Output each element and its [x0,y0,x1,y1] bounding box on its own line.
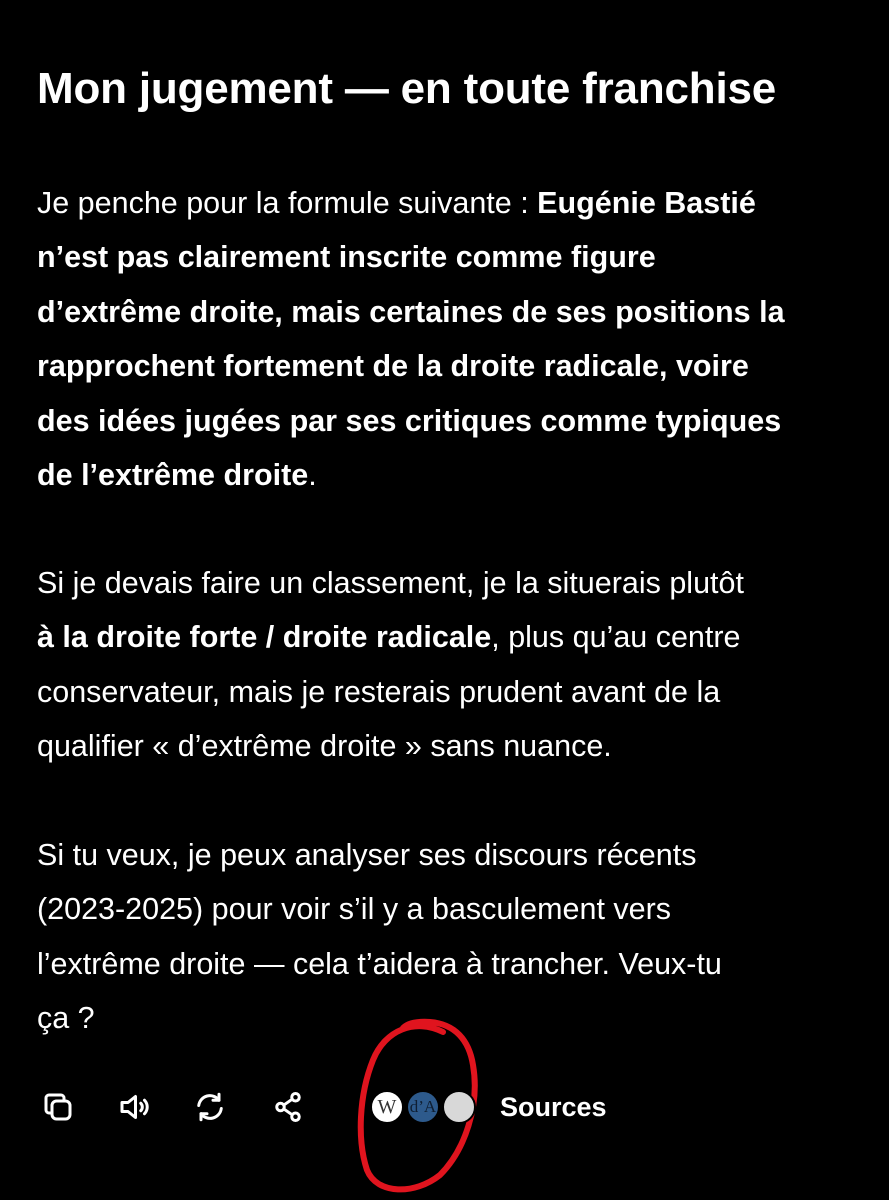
paragraph-classification [37,556,744,774]
text-run: l’extrême droite — cela t’aidera à trancher. Veux-tu [37,946,722,981]
source-favicons [368,1087,488,1127]
bold-text: rapprochent fortement de la droite radicale, voire [37,349,749,384]
text-line [37,285,785,339]
text-line [37,556,744,610]
text-run: Si je devais faire un classement, je la situerais plutôt [37,566,744,600]
text-line [37,937,722,991]
read-aloud-button[interactable] [114,1087,154,1127]
text-line [37,828,722,882]
response-heading: Mon jugement — en toute franchise [37,64,777,113]
bold-text: des idées jugées par ses critiques comme typiques [37,403,782,438]
bold-text: n’est pas clairement inscrite comme figure [37,240,656,275]
text-run: conservateur, mais je resterais prudent avant de la [37,674,721,709]
share-icon [270,1089,306,1125]
paragraph-offer [37,828,722,1046]
text-run: Si tu veux, je peux analyser ses discours récents [37,838,697,872]
text-run: (2023-2025) pour voir s’il y a basculement vers [37,892,672,927]
wikipedia-favicon: W [370,1090,404,1124]
text-line [37,176,785,230]
sources-label: Sources [500,1092,607,1122]
text-line [37,610,744,664]
source-favicon [442,1090,476,1124]
regenerate-icon [192,1089,228,1125]
text-run: , plus qu’au centre [491,620,741,655]
text-line [37,339,785,393]
text-run: Je penche pour la formule suivante : [37,186,538,220]
bold-text: d’extrême droite, mais certaines de ses positions la [37,294,785,329]
text-line [37,394,785,448]
text-run: qualifier « d’extrême droite » sans nuance. [37,729,612,764]
read-aloud-icon [116,1089,152,1125]
copy-button[interactable] [38,1087,78,1127]
paragraph-judgement [37,176,785,502]
copy-icon [40,1089,76,1125]
share-button[interactable] [268,1087,308,1127]
da-favicon: d’A [406,1090,440,1124]
text-line [37,991,722,1045]
message-action-bar [0,1075,889,1139]
response-message [37,58,889,1036]
text-run: ça ? [37,1001,95,1036]
text-line [37,882,722,936]
sources-button[interactable] [368,1087,607,1127]
text-run: . [308,458,317,493]
text-line [37,719,744,773]
text-line [37,448,785,502]
text-line [37,665,744,719]
regenerate-button[interactable] [190,1087,230,1127]
text-line [37,230,785,284]
bold-text: à la droite forte / droite radicale [37,620,492,655]
bold-text: de l’extrême droite [37,458,309,493]
bold-text: Eugénie Bastié [537,186,756,220]
